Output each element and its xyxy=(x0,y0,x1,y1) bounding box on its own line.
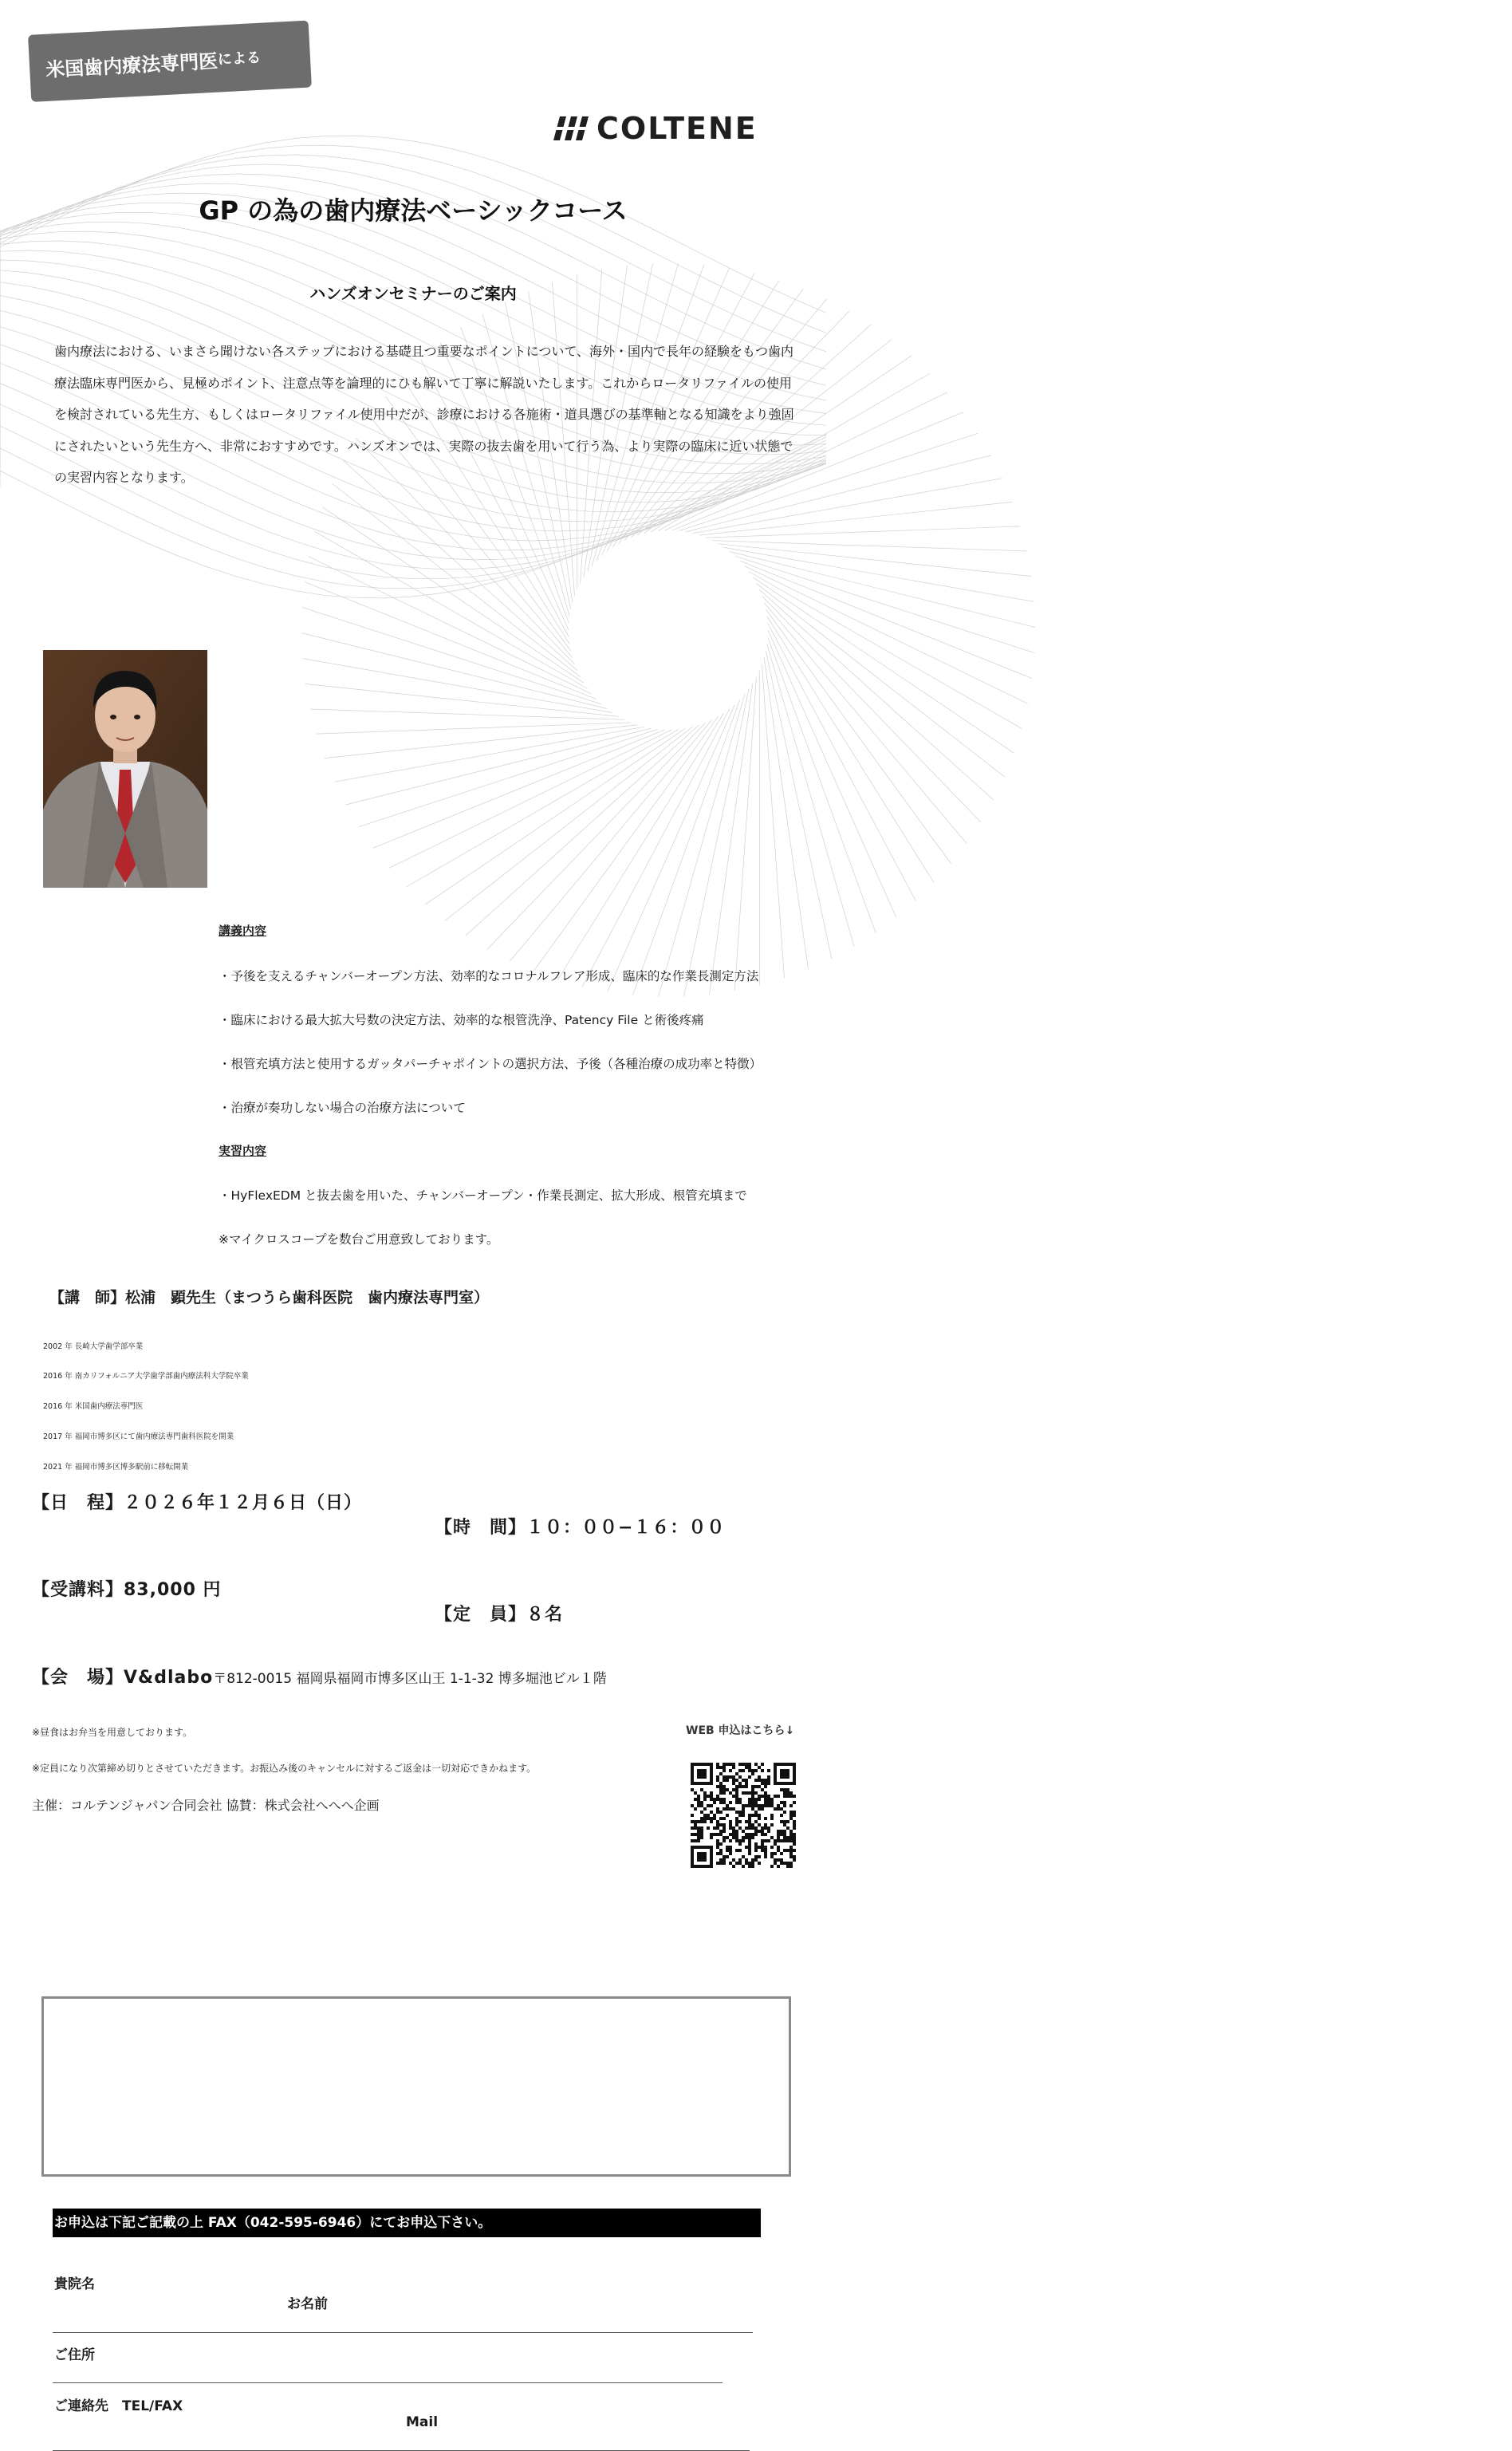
sponsor-line: 主催：コルテンジャパン合同会社 協賛：株式会社へへへ企画 xyxy=(32,1797,380,1813)
instructor-photo xyxy=(43,650,207,888)
mail-label: Mail xyxy=(406,2414,439,2430)
event-capacity: 【定 員】８名 xyxy=(435,1604,564,1625)
page-subtitle: ハンズオンセミナーのご案内 xyxy=(309,284,517,303)
venue-address: 〒812-0015 福岡県福岡市博多区山王 1-1-32 博多堀池ビル１階 xyxy=(213,1670,607,1687)
lecture-section xyxy=(219,922,1045,939)
lecture-item: ・予後を支えるチャンバーオープン方法、効率的なコロナルフレア形成、臨床的な作業長測定方法 xyxy=(219,968,759,983)
contact-field[interactable] xyxy=(53,2450,750,2451)
practice-heading: 実習内容 xyxy=(219,1143,267,1158)
note-cancel: ※定員になり次第締め切りとさせていただきます。お振込み後のキャンセルに対するご返金は一切対応できかねます。 xyxy=(32,1762,537,1774)
career-item: 2021 年 福岡市博多区博多駅前に移転開業 xyxy=(43,1462,189,1472)
practice-section xyxy=(219,1142,1045,1159)
clinic-label: 貴院名 xyxy=(54,2276,95,2292)
application-form xyxy=(41,1996,791,2177)
lecture-item: ・根管充填方法と使用するガッタパーチャポイントの選択方法、予後（各種治療の成功率と特徴） xyxy=(219,1056,762,1071)
background-pattern xyxy=(0,0,826,1166)
banner-prefix: お申込は下記ご記載の上 xyxy=(54,2214,208,2231)
page-title: GP の為の歯内療法ベーシックコース xyxy=(199,195,628,226)
address-label: ご住所 xyxy=(54,2347,95,2363)
name-label: お名前 xyxy=(287,2295,328,2312)
coltene-logo xyxy=(553,112,1380,145)
practice-item: ・HyFlexEDM と抜去歯を用いた、チャンバーオープン・作業長測定、拡大形成、根管充填まで xyxy=(219,1188,747,1203)
event-venue xyxy=(32,1664,858,1689)
banner-fax: FAX（042-595-6946） xyxy=(207,2214,370,2231)
clinic-name-field[interactable] xyxy=(53,2332,753,2333)
form-banner xyxy=(53,2209,761,2237)
address-field[interactable] xyxy=(53,2382,723,2383)
event-fee: 【受講料】83,000 円 xyxy=(32,1579,222,1600)
tag-suffix: による xyxy=(217,49,262,69)
qr-code-icon[interactable] xyxy=(691,1763,796,1868)
intro-paragraph: 歯内療法における、いまさら聞けない各ステップにおける基礎且つ重要なポイントについて、海外・国内で長年の経験をもつ歯内療法臨床専門医から、見極めポイント、注意点等を論理的にひも解いて丁寧に解説いたします。これからロータリファイルの使用を検討されている先生方、もしくはロータリファイル使用中だが、診療における各施術・道具選びの基準軸となる知識をより強固にされたいという先生方へ、非常におすすめです。ハンズオンでは、実際の抜去歯を用いて行う為、より実際の臨床に近い状態での実習内容となります。 xyxy=(54,344,794,485)
event-date: 【日 程】２０２６年１２月６日（日） xyxy=(32,1492,363,1513)
career-item: 2016 年 米国歯内療法専門医 xyxy=(43,1401,144,1411)
banner-suffix: にてお申込下さい。 xyxy=(369,2214,492,2231)
tag-main: 米国歯内療法専門医 xyxy=(45,49,219,81)
lecture-item: ・治療が奏功しない場合の治療方法について xyxy=(219,1100,466,1115)
brand-name: COLTENE xyxy=(597,111,758,146)
practice-note: ※マイクロスコープを数台ご用意致しております。 xyxy=(219,1231,499,1247)
coltene-mark-icon xyxy=(553,116,589,140)
web-apply-label: WEB 申込はこちら↓ xyxy=(686,1724,795,1737)
career-item: 2016 年 南カリフォルニア大学歯学部歯内療法科大学院卒業 xyxy=(43,1371,249,1381)
contact-label: ご連絡先 TEL/FAX xyxy=(54,2398,183,2414)
career-item: 2002 年 長崎大学歯学部卒業 xyxy=(43,1342,144,1351)
instructor-name: 【講 師】松浦 顕先生（まつうら歯科医院 歯内療法専門室） xyxy=(49,1288,490,1306)
event-time: 【時 間】１０：００−１６：００ xyxy=(435,1517,726,1538)
lecture-heading: 講義内容 xyxy=(219,923,267,938)
career-item: 2017 年 福岡市博多区にて歯内療法専門歯科医院を開業 xyxy=(43,1432,234,1441)
note-lunch: ※昼食はお弁当を用意しております。 xyxy=(32,1726,193,1738)
lecture-item: ・臨床における最大拡大号数の決定方法、効率的な根管洗浄、Patency File と術後疼痛 xyxy=(219,1012,704,1027)
venue-label: 【会 場】V&dlabo xyxy=(32,1667,214,1688)
